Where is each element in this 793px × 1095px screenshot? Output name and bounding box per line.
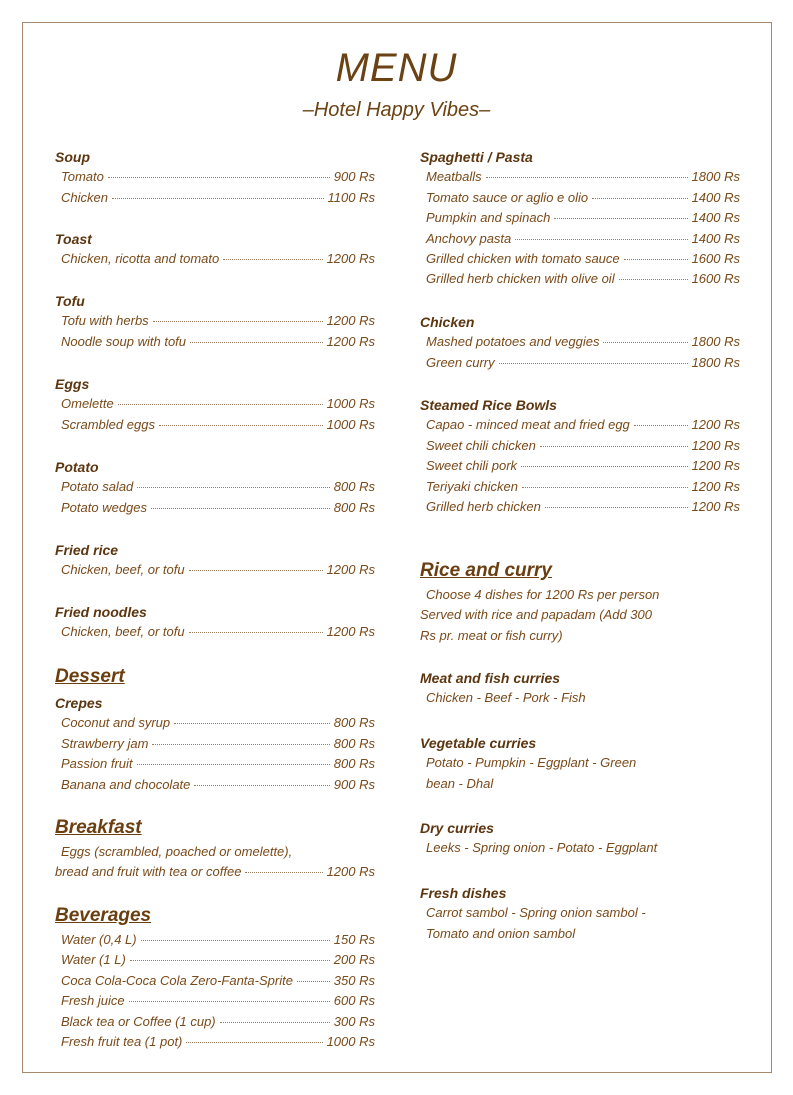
- dot-leader: [522, 487, 688, 488]
- section-heading: Tofu: [55, 293, 85, 309]
- description-line: Choose 4 dishes for 1200 Rs per person: [426, 587, 660, 602]
- item-price: 800 Rs: [333, 499, 375, 515]
- item-name: Pumpkin and spinach: [426, 210, 551, 226]
- menu-section: [420, 668, 740, 709]
- menu-item: [420, 167, 740, 187]
- item-price: 1600 Rs: [691, 271, 740, 287]
- item-name: Chicken, ricotta and tomato: [61, 251, 220, 267]
- menu-item: [55, 991, 375, 1011]
- item-price: 1200 Rs: [326, 562, 375, 578]
- dot-leader: [486, 177, 688, 178]
- item-price: 600 Rs: [333, 993, 375, 1009]
- item-name: Black tea or Coffee (1 cup): [61, 1013, 216, 1029]
- description-line: Tomato and onion sambol: [426, 925, 576, 941]
- dot-leader: [153, 321, 323, 322]
- item-name: Grilled herb chicken with olive oil: [426, 271, 615, 287]
- item-name: Sweet chili pork: [426, 458, 518, 474]
- menu-section: [55, 665, 375, 689]
- description-line: Rs pr. meat or fish curry): [420, 627, 563, 643]
- menu-section: [55, 374, 375, 435]
- section-heading: Chicken: [420, 314, 475, 330]
- menu-item: [55, 775, 375, 795]
- dot-leader: [223, 259, 322, 260]
- menu-item: [55, 394, 375, 414]
- menu-item: [55, 713, 375, 733]
- menu-item: [55, 622, 375, 642]
- item-name: Potato salad: [61, 479, 134, 495]
- dot-leader: [141, 940, 330, 941]
- item-price: 1000 Rs: [326, 416, 375, 432]
- menu-item: [420, 436, 740, 456]
- description-line: Served with rice and papadam (Add 300: [420, 607, 652, 623]
- hotel-name: –Hotel Happy Vibes–: [302, 99, 491, 121]
- dot-leader: [624, 259, 688, 260]
- dot-leader: [499, 363, 688, 364]
- dot-leader: [545, 507, 688, 508]
- dot-leader: [130, 960, 330, 961]
- item-price: 1200 Rs: [691, 498, 740, 514]
- item-price: 1600 Rs: [691, 250, 740, 266]
- item-price: 1200 Rs: [326, 624, 375, 640]
- dot-leader: [186, 1042, 322, 1043]
- item-price: 1200 Rs: [691, 478, 740, 494]
- item-name: Potato wedges: [61, 499, 148, 515]
- menu-item: [420, 229, 740, 249]
- dot-leader: [194, 785, 329, 786]
- item-price: 1200 Rs: [326, 864, 375, 880]
- item-name: Chicken, beef, or tofu: [61, 624, 185, 640]
- item-price: 200 Rs: [333, 952, 375, 968]
- item-name: bread and fruit with tea or coffee: [55, 864, 242, 880]
- dot-leader: [129, 1001, 330, 1002]
- menu-section: [420, 818, 740, 859]
- item-name: Coca Cola-Coca Cola Zero-Fanta-Sprite: [61, 972, 293, 988]
- item-name: Grilled herb chicken: [426, 498, 541, 514]
- item-name: Sweet chili chicken: [426, 437, 536, 453]
- menu-section: [420, 147, 740, 290]
- section-heading: Vegetable curries: [420, 735, 537, 751]
- item-price: 1200 Rs: [326, 251, 375, 267]
- menu-item: [55, 311, 375, 331]
- item-price: 1400 Rs: [691, 230, 740, 246]
- menu-item: [420, 269, 740, 289]
- dot-leader: [515, 239, 687, 240]
- item-name: Fresh fruit tea (1 pot): [61, 1033, 183, 1049]
- section-heading: Fried noodles: [55, 604, 147, 620]
- dot-leader: [592, 198, 687, 199]
- item-price: 800 Rs: [333, 715, 375, 731]
- menu-section: [55, 229, 375, 270]
- dot-leader: [189, 570, 323, 571]
- item-name: Meatballs: [426, 169, 482, 185]
- category-heading: Breakfast: [55, 817, 142, 838]
- item-price: 1200 Rs: [326, 333, 375, 349]
- menu-section: [55, 540, 375, 581]
- item-price: 1800 Rs: [691, 169, 740, 185]
- menu-item: [420, 456, 740, 476]
- section-heading: Meat and fish curries: [420, 670, 561, 686]
- menu-item: [420, 497, 740, 517]
- item-price: 900 Rs: [333, 169, 375, 185]
- dot-leader: [152, 744, 329, 745]
- item-name: Teriyaki chicken: [426, 478, 519, 494]
- menu-item: [420, 249, 740, 269]
- dot-leader: [137, 487, 330, 488]
- item-price: 1200 Rs: [691, 437, 740, 453]
- dot-leader: [189, 632, 323, 633]
- item-name: Noodle soup with tofu: [61, 333, 187, 349]
- item-name: Mashed potatoes and veggies: [426, 334, 600, 350]
- menu-item: [55, 1012, 375, 1032]
- item-name: Tomato sauce or aglio e olio: [426, 189, 589, 205]
- dot-leader: [159, 425, 323, 426]
- menu-item: [420, 208, 740, 228]
- item-price: 1000 Rs: [326, 1033, 375, 1049]
- menu-item: [420, 415, 740, 435]
- menu-section: [55, 904, 375, 928]
- description-line: bean - Dhal: [426, 775, 494, 791]
- item-name: Fresh juice: [61, 993, 125, 1009]
- item-price: 1200 Rs: [691, 417, 740, 433]
- menu-section: [55, 457, 375, 518]
- item-price: 150 Rs: [333, 932, 375, 947]
- section-heading: Soup: [55, 149, 90, 165]
- item-name: Anchovy pasta: [426, 230, 512, 246]
- section-heading: Crepes: [55, 695, 103, 711]
- description-line: Eggs (scrambled, poached or omelette),: [61, 844, 293, 859]
- dot-leader: [245, 872, 322, 873]
- item-name: Grilled chicken with tomato sauce: [426, 250, 620, 266]
- menu-section: [55, 693, 375, 795]
- item-price: 1800 Rs: [691, 334, 740, 350]
- menu-item: [420, 188, 740, 208]
- dot-leader: [190, 342, 323, 343]
- category-heading: Dessert: [55, 666, 125, 687]
- item-price: 1200 Rs: [326, 313, 375, 329]
- menu-section: [420, 559, 740, 583]
- dot-leader: [174, 723, 330, 724]
- dot-leader: [137, 764, 330, 765]
- menu-section: [420, 395, 740, 517]
- menu-section: [420, 883, 740, 944]
- item-name: Capao - minced meat and fried egg: [426, 417, 630, 433]
- item-price: 350 Rs: [333, 972, 375, 988]
- dot-leader: [112, 198, 324, 199]
- section-heading: Fried rice: [55, 542, 119, 558]
- dot-leader: [619, 279, 688, 280]
- section-heading: Toast: [55, 231, 92, 247]
- dot-leader: [603, 342, 687, 343]
- dot-leader: [554, 218, 687, 219]
- menu-item: [55, 734, 375, 754]
- item-price: 1000 Rs: [326, 396, 375, 412]
- dot-leader: [151, 508, 330, 509]
- item-name: Scrambled eggs: [61, 416, 155, 432]
- menu-item: [55, 930, 375, 950]
- item-name: Chicken: [61, 189, 108, 205]
- category-heading: Beverages: [55, 905, 152, 926]
- menu-title: MENU: [335, 46, 458, 90]
- dot-leader: [297, 981, 330, 982]
- item-price: 1400 Rs: [691, 189, 740, 205]
- item-price: 1400 Rs: [691, 210, 740, 226]
- item-name: Water (1 L): [61, 952, 126, 968]
- menu-item: [55, 415, 375, 435]
- menu-item: [55, 971, 375, 991]
- menu-item: [55, 188, 375, 208]
- menu-item: [55, 249, 375, 269]
- dot-leader: [118, 404, 323, 405]
- description-line: Carrot sambol - Spring onion sambol -: [426, 905, 646, 921]
- item-name: Water (0,4 L): [61, 932, 137, 947]
- section-heading: Dry curries: [420, 820, 494, 836]
- item-price: 1800 Rs: [691, 354, 740, 370]
- item-price: 800 Rs: [333, 756, 375, 772]
- item-name: Coconut and syrup: [61, 715, 171, 731]
- dot-leader: [220, 1022, 330, 1023]
- item-price: 300 Rs: [333, 1013, 375, 1029]
- menu-item: [55, 498, 375, 518]
- menu-item: [420, 332, 740, 352]
- category-heading: Rice and curry: [420, 560, 552, 581]
- menu-item: [55, 477, 375, 497]
- item-name: Tomato: [61, 169, 104, 185]
- item-name: Omelette: [61, 396, 114, 412]
- description-line: Leeks - Spring onion - Potato - Eggplant: [426, 840, 658, 856]
- menu-section: [55, 602, 375, 643]
- section-heading: Potato: [55, 459, 99, 475]
- menu-section: [55, 291, 375, 352]
- item-price: 900 Rs: [333, 776, 375, 792]
- dot-leader: [540, 446, 688, 447]
- dot-leader: [521, 466, 688, 467]
- dot-leader: [634, 425, 688, 426]
- menu-item: [55, 1032, 375, 1052]
- dot-leader: [108, 177, 330, 178]
- menu-item: [55, 950, 375, 970]
- menu-section: [55, 816, 375, 840]
- item-price: 800 Rs: [333, 479, 375, 495]
- description-line: Chicken - Beef - Pork - Fish: [426, 690, 586, 706]
- menu-section: [420, 585, 740, 646]
- menu-item: [55, 560, 375, 580]
- item-name: Strawberry jam: [61, 735, 149, 751]
- menu-item: [55, 332, 375, 352]
- item-name: Green curry: [426, 354, 495, 370]
- section-heading: Steamed Rice Bowls: [420, 397, 557, 413]
- menu-item: [55, 862, 375, 882]
- menu-item: [55, 754, 375, 774]
- menu-item: [55, 167, 375, 187]
- item-price: 1200 Rs: [691, 458, 740, 474]
- section-heading: Spaghetti / Pasta: [420, 149, 533, 165]
- menu-section: [420, 733, 740, 794]
- menu-section: [420, 312, 740, 373]
- menu-section: [55, 930, 375, 1052]
- item-name: Passion fruit: [61, 756, 133, 772]
- section-heading: Fresh dishes: [420, 885, 507, 901]
- menu-item: [420, 353, 740, 373]
- item-price: 800 Rs: [333, 735, 375, 751]
- description-line: Potato - Pumpkin - Eggplant - Green: [426, 755, 637, 771]
- menu-item: [420, 477, 740, 497]
- menu-section: [55, 147, 375, 208]
- menu-section: [55, 842, 375, 883]
- item-price: 1100 Rs: [327, 189, 375, 205]
- item-name: Banana and chocolate: [61, 776, 191, 792]
- item-name: Chicken, beef, or tofu: [61, 562, 185, 578]
- section-heading: Eggs: [55, 376, 90, 392]
- item-name: Tofu with herbs: [61, 313, 149, 329]
